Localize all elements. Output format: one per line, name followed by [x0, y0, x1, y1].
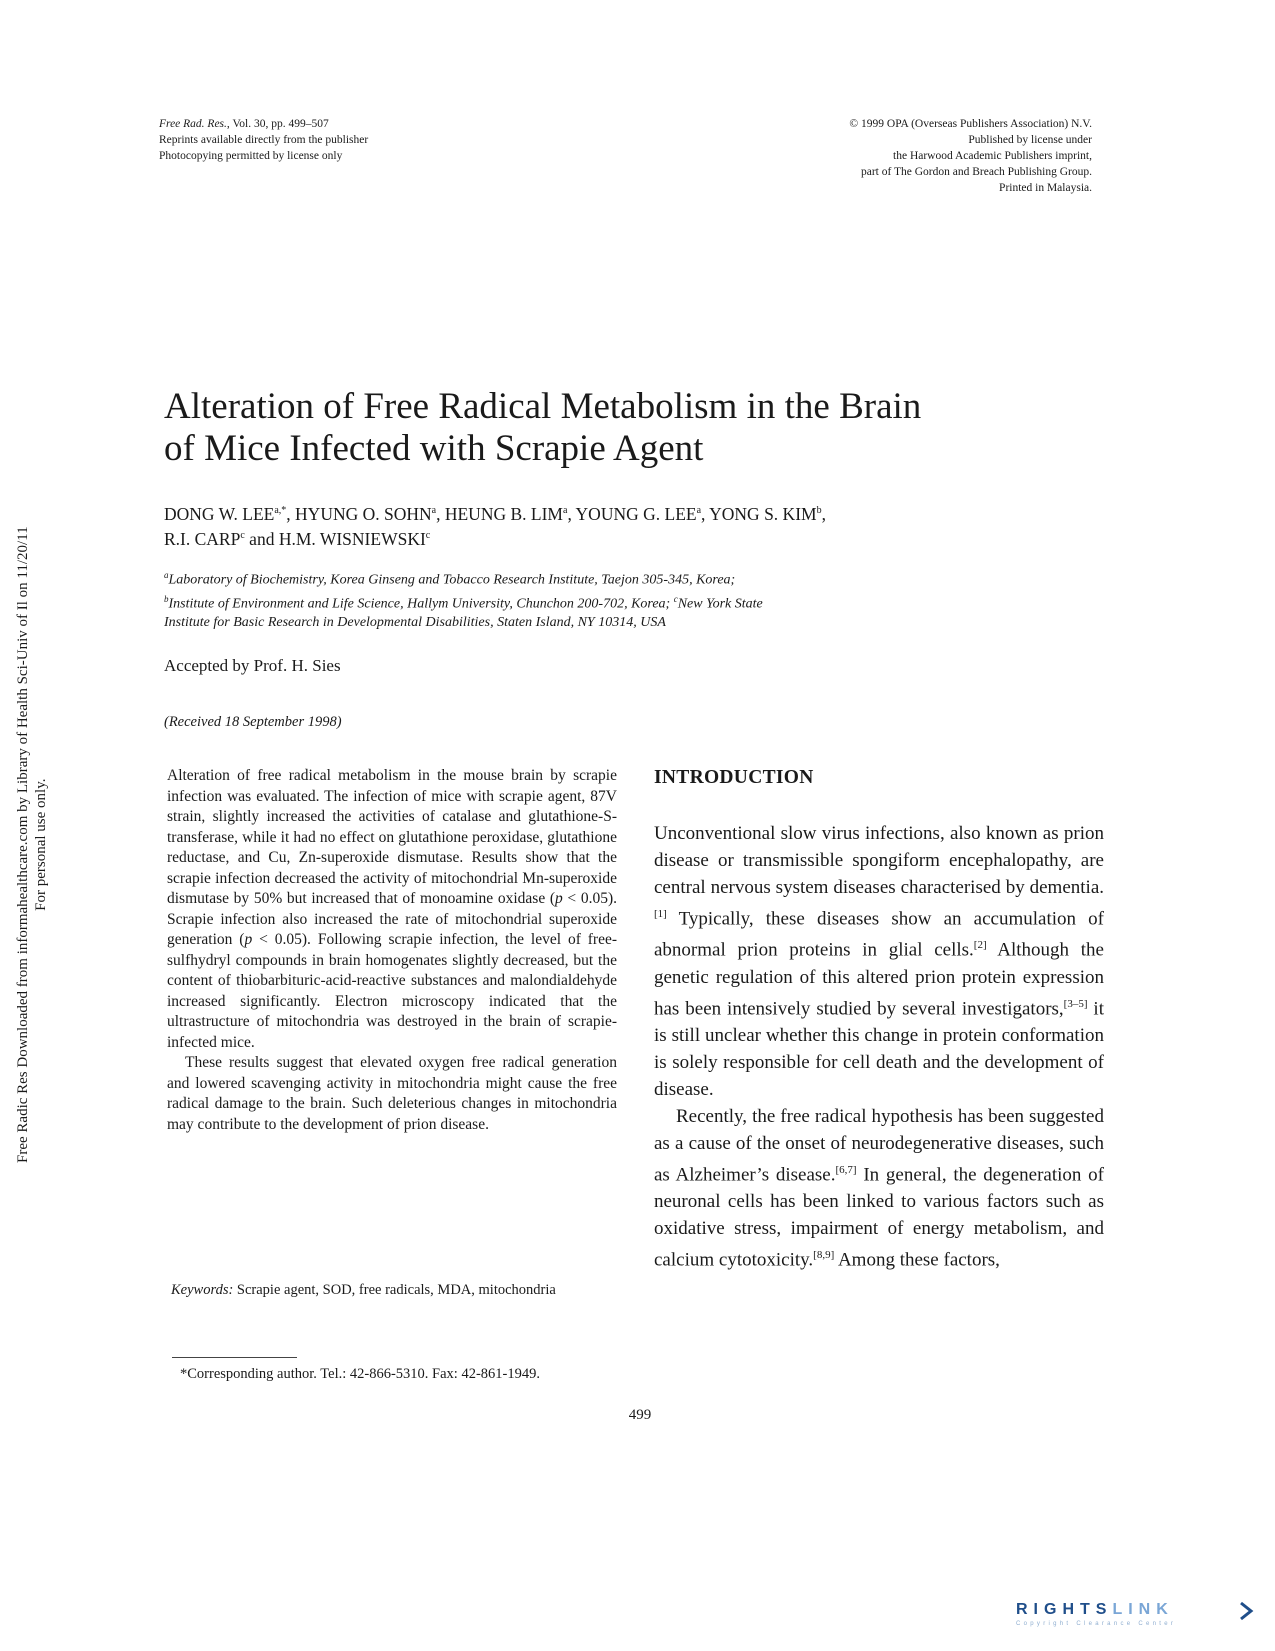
keywords-label: Keywords:	[171, 1282, 234, 1298]
author: YONG S. KIM$^b$,	[709, 503, 826, 524]
citation-ref: [3–5]	[1063, 997, 1088, 1010]
keywords: Keywords: Scrapie agent, SOD, free radicals, MDA, mitochondria	[171, 1282, 556, 1298]
author: HEUNG B. LIM$^a$,	[444, 503, 576, 524]
printed-line: Printed in Malaysia.	[999, 182, 1092, 194]
affiliations	[164, 566, 1064, 632]
journal-citation-header	[159, 116, 489, 164]
chevron-right-icon	[1238, 1601, 1254, 1621]
reprints-note: Reprints available directly from the publisher	[159, 134, 369, 146]
citation-ref: [8,9]	[813, 1249, 835, 1262]
abstract-paragraph: These results suggest that elevated oxygen free radical generation and lowered scavenging activity in mitochondria might cause the free radical damage to the brain. Such deleterious changes in mitochondria may contribute to the development of prion disease.	[167, 1054, 617, 1133]
abstract	[167, 766, 617, 1135]
introduction-body	[654, 820, 1104, 1274]
received-date: (Received 18 September 1998)	[164, 714, 342, 730]
author: DONG W. $LEE^{a,*}$,	[164, 503, 296, 524]
intro-paragraph: Unconventional slow virus infections, also known as prion disease or transmissible spongiform encephalopathy, are central nervous system diseases characterised by dementia.[1] Typically, these diseases show an accumulation of abnormal prion proteins in glial cells.[2] Although the genetic regulation of this altered prion protein expression has been intensively studied by several investigators,[3–5] it is still unclear whether this change in protein conformation is solely responsible for cell death and the development of disease.	[654, 823, 1104, 1100]
corresponding-author-footnote: *Corresponding author. Tel.: 42-866-5310. Fax: 42-861-1949.	[180, 1366, 540, 1382]
affiliation-line: $^a$Laboratory of Biochemistry, Korea Ginseng and Tobacco Research Institute, Taejon 305-345, Korea;	[164, 570, 736, 588]
logo-subtitle: Copyright Clearance Center	[1016, 1621, 1177, 1627]
license-line: Published by license under	[968, 134, 1092, 146]
citation-line: Free Rad. Res., Vol. 30, pp. 499–507	[159, 118, 329, 130]
author-list	[164, 500, 1044, 550]
citation-ref: [6,7]	[835, 1163, 857, 1176]
author: YOUNG G. LEE$^a$,	[575, 503, 710, 524]
citation-ref: [2]	[973, 939, 987, 952]
journal-name: Free Rad. Res.	[159, 118, 227, 130]
affiliation-line: $^b$Institute of Environment and Life Science, Hallym University, Chunchon 200-702, Korea; $^c$New York State	[164, 593, 763, 612]
article-title: Alteration of Free Radical Metabolism in the Brain of Mice Infected with Scrapie Agent	[164, 386, 922, 469]
intro-paragraph: Recently, the free radical hypothesis has been suggested as a cause of the onset of neurodegenerative diseases, such as Alzheimer’s disease.[6,7] In general, the degeneration of neuronal cells has been linked to various factors such as oxidative stress, impairment of energy metabolism, and calcium cytotoxicity.[8,9] Among these factors,	[654, 1105, 1104, 1271]
citation-ref: [1]	[654, 908, 667, 920]
photocopy-note: Photocopying permitted by license only	[159, 150, 343, 162]
download-watermark: Free Radic Res Downloaded from informahealthcare.com by Library of Health Sci-Univ of Il on 11/20/11 For personal use only.	[15, 526, 49, 1163]
copyright-line: © 1999 OPA (Overseas Publishers Association) N.V.	[849, 118, 1092, 130]
imprint-line: the Harwood Academic Publishers imprint,	[893, 150, 1092, 162]
author: H.M. WISNIEWSKI$^c$	[278, 528, 431, 549]
page-number: 499	[628, 1407, 652, 1423]
copyright-header	[740, 116, 1092, 196]
author: R.I. CARP$^c$ and	[164, 528, 279, 549]
group-line: part of The Gordon and Breach Publishing Group.	[860, 166, 1092, 178]
footnote-divider	[172, 1357, 297, 1358]
author: HYUNG O. SOHN$^a$,	[295, 503, 445, 524]
abstract-paragraph: Alteration of free radical metabolism in the mouse brain by scrapie infection was evaluated. The infection of mice with scrapie agent, 87V strain, slightly increased the activities of catalase and glutathione-S-transferase, while it had no effect on glutathione peroxidase, glutathione reductase, and Cu, Zn-superoxide dismutase. Results show that the scrapie infection decreased the activity of mitochondrial Mn-superoxide dismutase by 50% but increased that of monoamine oxidase (p < 0.05). Scrapie infection also increased the rate of mitochondrial superoxide generation (p < 0.05). Following scrapie infection, the level of free-sulfhydryl compounds in brain homogenates slightly decreased, but the content of thiobarbituric-acid-reactive substances and malondialdehyde increased significantly. Electron microscopy indicated that the ultrastructure of mitochondria was destroyed in the brain of scrapie-infected mice.	[167, 767, 617, 1051]
accepted-by: Accepted by Prof. H. Sies	[164, 656, 341, 675]
section-heading: INTRODUCTION	[654, 767, 814, 788]
affiliation-line: Institute for Basic Research in Developmental Disabilities, Staten Island, NY 10314, USA	[164, 615, 666, 631]
rightslink-logo[interactable]	[1016, 1601, 1256, 1633]
logo-wordmark: RIGHTSLINK	[1016, 1601, 1174, 1618]
